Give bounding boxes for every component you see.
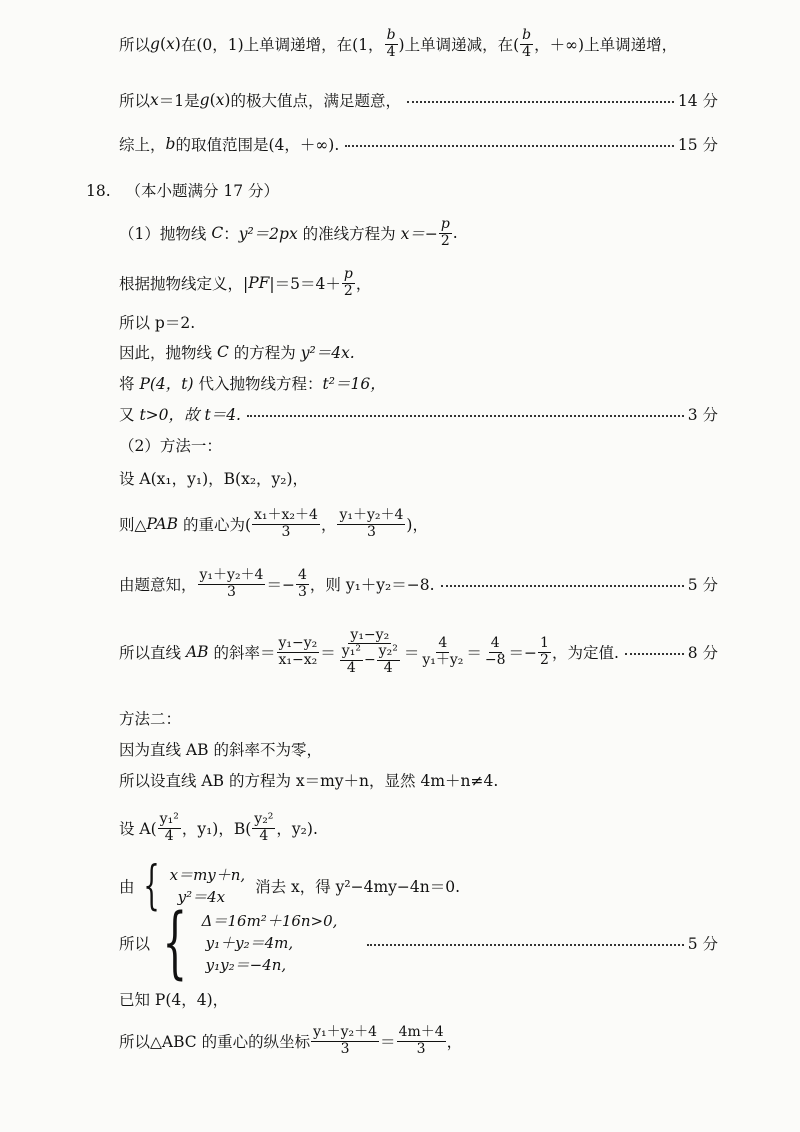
- fraction-slope-4: $\frac{4}{-8}$: [484, 635, 506, 668]
- text: 因此，抛物线: [119, 344, 213, 362]
- question-points: （本小题满分 17 分）: [125, 182, 280, 200]
- text: )上单调递减，在(: [398, 36, 520, 54]
- text: 所以: [119, 935, 151, 953]
- text: 的重心为(: [182, 516, 252, 534]
- score: 14 分: [677, 92, 718, 110]
- text: 所以: [119, 36, 151, 54]
- text: 的斜率＝: [213, 644, 276, 662]
- text: 的方程为: [233, 344, 296, 362]
- fraction-slope-3: $\frac{4}{\text{y₁＋y₂}}$: [422, 635, 464, 668]
- line-line-eq: [119, 769, 718, 791]
- line-range: [119, 133, 718, 155]
- line-p-value: [119, 311, 718, 333]
- fraction-y-sum: $\frac{\text{y₁＋y₂＋4}}{3}$: [199, 567, 264, 600]
- text: 设 A(: [119, 820, 157, 838]
- text: )，: [406, 516, 428, 534]
- line-definition: 根据抛物线定义，| PF |＝5＝4＋ $\frac{p}{2}$ ，: [119, 266, 372, 299]
- fraction-slope-5: $\frac{1}{2}$: [540, 635, 549, 668]
- line-system: [119, 856, 718, 916]
- fraction-4-over-3: $\frac{4}{3}$: [297, 567, 307, 600]
- left-brace: {: [142, 856, 160, 916]
- text: ，＋∞)上单调递增，: [534, 36, 678, 54]
- line-centroid: 则△ PAB 的重心为( $\frac{\text{x₁＋x₂＋4}}{3}$ ， $\frac{\text{y₁＋y₂＋4}}{3}$ )，: [119, 507, 428, 540]
- text: 方法二：: [119, 710, 182, 728]
- text: 的极大值点，满足题意，: [230, 92, 401, 110]
- text: （1）抛物线: [119, 225, 207, 243]
- fraction-p-over-2: $\frac{p}{2}$: [343, 266, 353, 299]
- text: 所以直线: [119, 644, 182, 662]
- text: ，: [446, 1033, 463, 1051]
- line-set-ab: [119, 811, 718, 844]
- fraction-y-centroid: $\frac{\text{y₁＋y₂＋4}}{3}$: [339, 507, 404, 540]
- math-PF: PF: [248, 274, 270, 292]
- text: 因为直线 AB 的斜率不为零，: [119, 741, 322, 759]
- text: 代入抛物线方程：: [198, 375, 323, 393]
- text: 已知 P(4，4)，: [119, 991, 229, 1009]
- equation-system: x＝my＋n, y²＝4x: [169, 866, 246, 906]
- text: 所以△ABC 的重心的纵坐标: [119, 1033, 311, 1051]
- math-C: C: [211, 224, 224, 242]
- text: 所以设直线 AB 的方程为 x＝my＋n，显然 4m＋n≠4.: [119, 772, 499, 790]
- line-centroid-y: 所以△ABC 的重心的纵坐标 $\frac{\text{y₁＋y₂＋4}}{3}$ ＝ $\frac{4m+4}{3}$ ，: [119, 1024, 463, 1057]
- text: ：: [223, 225, 239, 243]
- fraction-slope-1: $\frac{\text{y₁−y₂}}{\text{x₁−x₂}}$: [278, 635, 318, 668]
- text: 的准线方程为: [302, 225, 396, 243]
- math-AB: AB: [185, 643, 209, 661]
- text: 设 A(x₁，y₁)，B(x₂，y₂)，: [119, 470, 309, 488]
- math-PAB: PAB: [146, 515, 179, 533]
- text: 由题意知，: [119, 576, 197, 594]
- line-parabola-eq: 因此，抛物线 C 的方程为 y²＝4x.: [119, 343, 355, 362]
- dot-leader: [441, 585, 684, 587]
- line-set-points: [119, 467, 718, 489]
- text: ，为定值.: [551, 644, 619, 662]
- line-t-value: [119, 403, 718, 425]
- left-brace: {: [162, 898, 188, 988]
- line-known-p: [119, 988, 718, 1010]
- text: 在(0，1)上单调递增，在(1，: [180, 36, 384, 54]
- text: 消去 x，得 y²−4my−4n＝0.: [255, 878, 461, 896]
- line-monotonicity: 所以 g ( x ) 在(0，1)上单调递增，在(1， $\frac{b}{4}$ )上单调递减，在( $\frac{b}{4}$ ，＋∞)上单调递增，: [119, 27, 678, 60]
- math-eq: t＝4.: [204, 406, 241, 424]
- text: ，则 y₁＋y₂＝−8.: [309, 576, 435, 594]
- score: 5 分: [687, 576, 718, 594]
- math-eq: x＝−: [400, 225, 438, 243]
- math-point: P(4，t): [139, 375, 194, 393]
- line-condition: [119, 567, 718, 600]
- line-directrix: （1）抛物线 C ： y²＝2px 的准线方程为 x＝− $\frac{p}{2}$ .: [119, 216, 458, 249]
- fraction-b-over-4-2: $\frac{b}{4}$: [522, 27, 532, 60]
- fraction-x-centroid: $\frac{\text{x₁＋x₂＋4}}{3}$: [254, 507, 318, 540]
- question-number: 18.: [86, 182, 111, 200]
- score: 15 分: [677, 136, 718, 154]
- line-substitute: [119, 372, 718, 394]
- text: 根据抛物线定义，|: [119, 275, 249, 293]
- fraction-y2sq-over-4: $\frac{\text{y₂²}}{4}$: [254, 811, 274, 844]
- text: |＝5＝4＋: [269, 275, 341, 293]
- math-eq: y²＝2px: [238, 225, 298, 243]
- math-eq: t>0，故: [139, 406, 200, 424]
- score: 8 分: [687, 644, 718, 662]
- text: ＝−: [266, 576, 295, 594]
- equation-system: Δ＝16m²＋16n>0, y₁＋y₂＝4m, y₁y₂＝−4n,: [201, 912, 338, 974]
- math-x: x: [150, 91, 159, 109]
- text: 所以 p＝2.: [119, 314, 196, 332]
- score: 3 分: [687, 406, 718, 424]
- math-b: b: [165, 135, 176, 153]
- math-eq: t²＝16，: [322, 375, 386, 393]
- fraction-4m-plus-4: $\frac{4m+4}{3}$: [398, 1024, 444, 1057]
- text: ＝1是: [158, 92, 200, 110]
- text: 由: [119, 878, 135, 896]
- dot-leader: [247, 415, 684, 417]
- fraction-p-over-2: $\frac{p}{2}$: [440, 216, 450, 249]
- line-max-point: 所以 x ＝1是 g ( x ) 的极大值点，满足题意， 14 分: [119, 91, 718, 110]
- dot-leader: [625, 653, 684, 655]
- text: 则△: [119, 516, 147, 534]
- line-vieta: [119, 898, 718, 988]
- score: 5 分: [687, 935, 718, 953]
- text: 所以: [119, 92, 151, 110]
- text: 又: [119, 406, 135, 424]
- fraction-slope-2: y₁−y₂ $\frac{\text{y₁²}}{4}$ − $\frac{\text{y₂²}}{4}$: [341, 626, 398, 676]
- dot-leader: [367, 944, 683, 946]
- line-slope-nonzero: [119, 738, 718, 760]
- text: 的取值范围是(4，＋∞).: [175, 136, 340, 154]
- fraction-y-sum: $\frac{\text{y₁＋y₂＋4}}{3}$: [313, 1024, 378, 1057]
- method-one-heading: [119, 434, 718, 456]
- fraction-y1sq-over-4: $\frac{\text{y₁²}}{4}$: [159, 811, 179, 844]
- text: 综上，: [119, 136, 166, 154]
- text: （2）方法一：: [119, 437, 222, 455]
- math-gx: g: [199, 91, 210, 109]
- fraction-b-over-4: $\frac{b}{4}$: [386, 27, 396, 60]
- line-slope: 所以直线 AB 的斜率＝ $\frac{\text{y₁−y₂}}{\text{x₁−x₂}}$ ＝ y₁−y₂ $\frac{\text{y₁²}}{4}$ − $\frac{\text{y₂²}}{4}$ ＝ $\frac{4}{\text{y₁＋y₂}}$ ＝ $\frac{4}{-8}$ ＝− $\frac{1}{2}$ ，为定值. 8 分: [119, 626, 718, 676]
- method-two-heading: [119, 707, 718, 729]
- question-header: [86, 179, 279, 201]
- text: 将: [119, 375, 135, 393]
- dot-leader: [407, 101, 674, 103]
- dot-leader: [345, 145, 674, 147]
- math-gx: g: [150, 35, 160, 53]
- math-eq: y²＝4x.: [300, 344, 355, 362]
- text: ，y₁)，B(: [181, 820, 252, 838]
- text: ，y₂).: [276, 820, 318, 838]
